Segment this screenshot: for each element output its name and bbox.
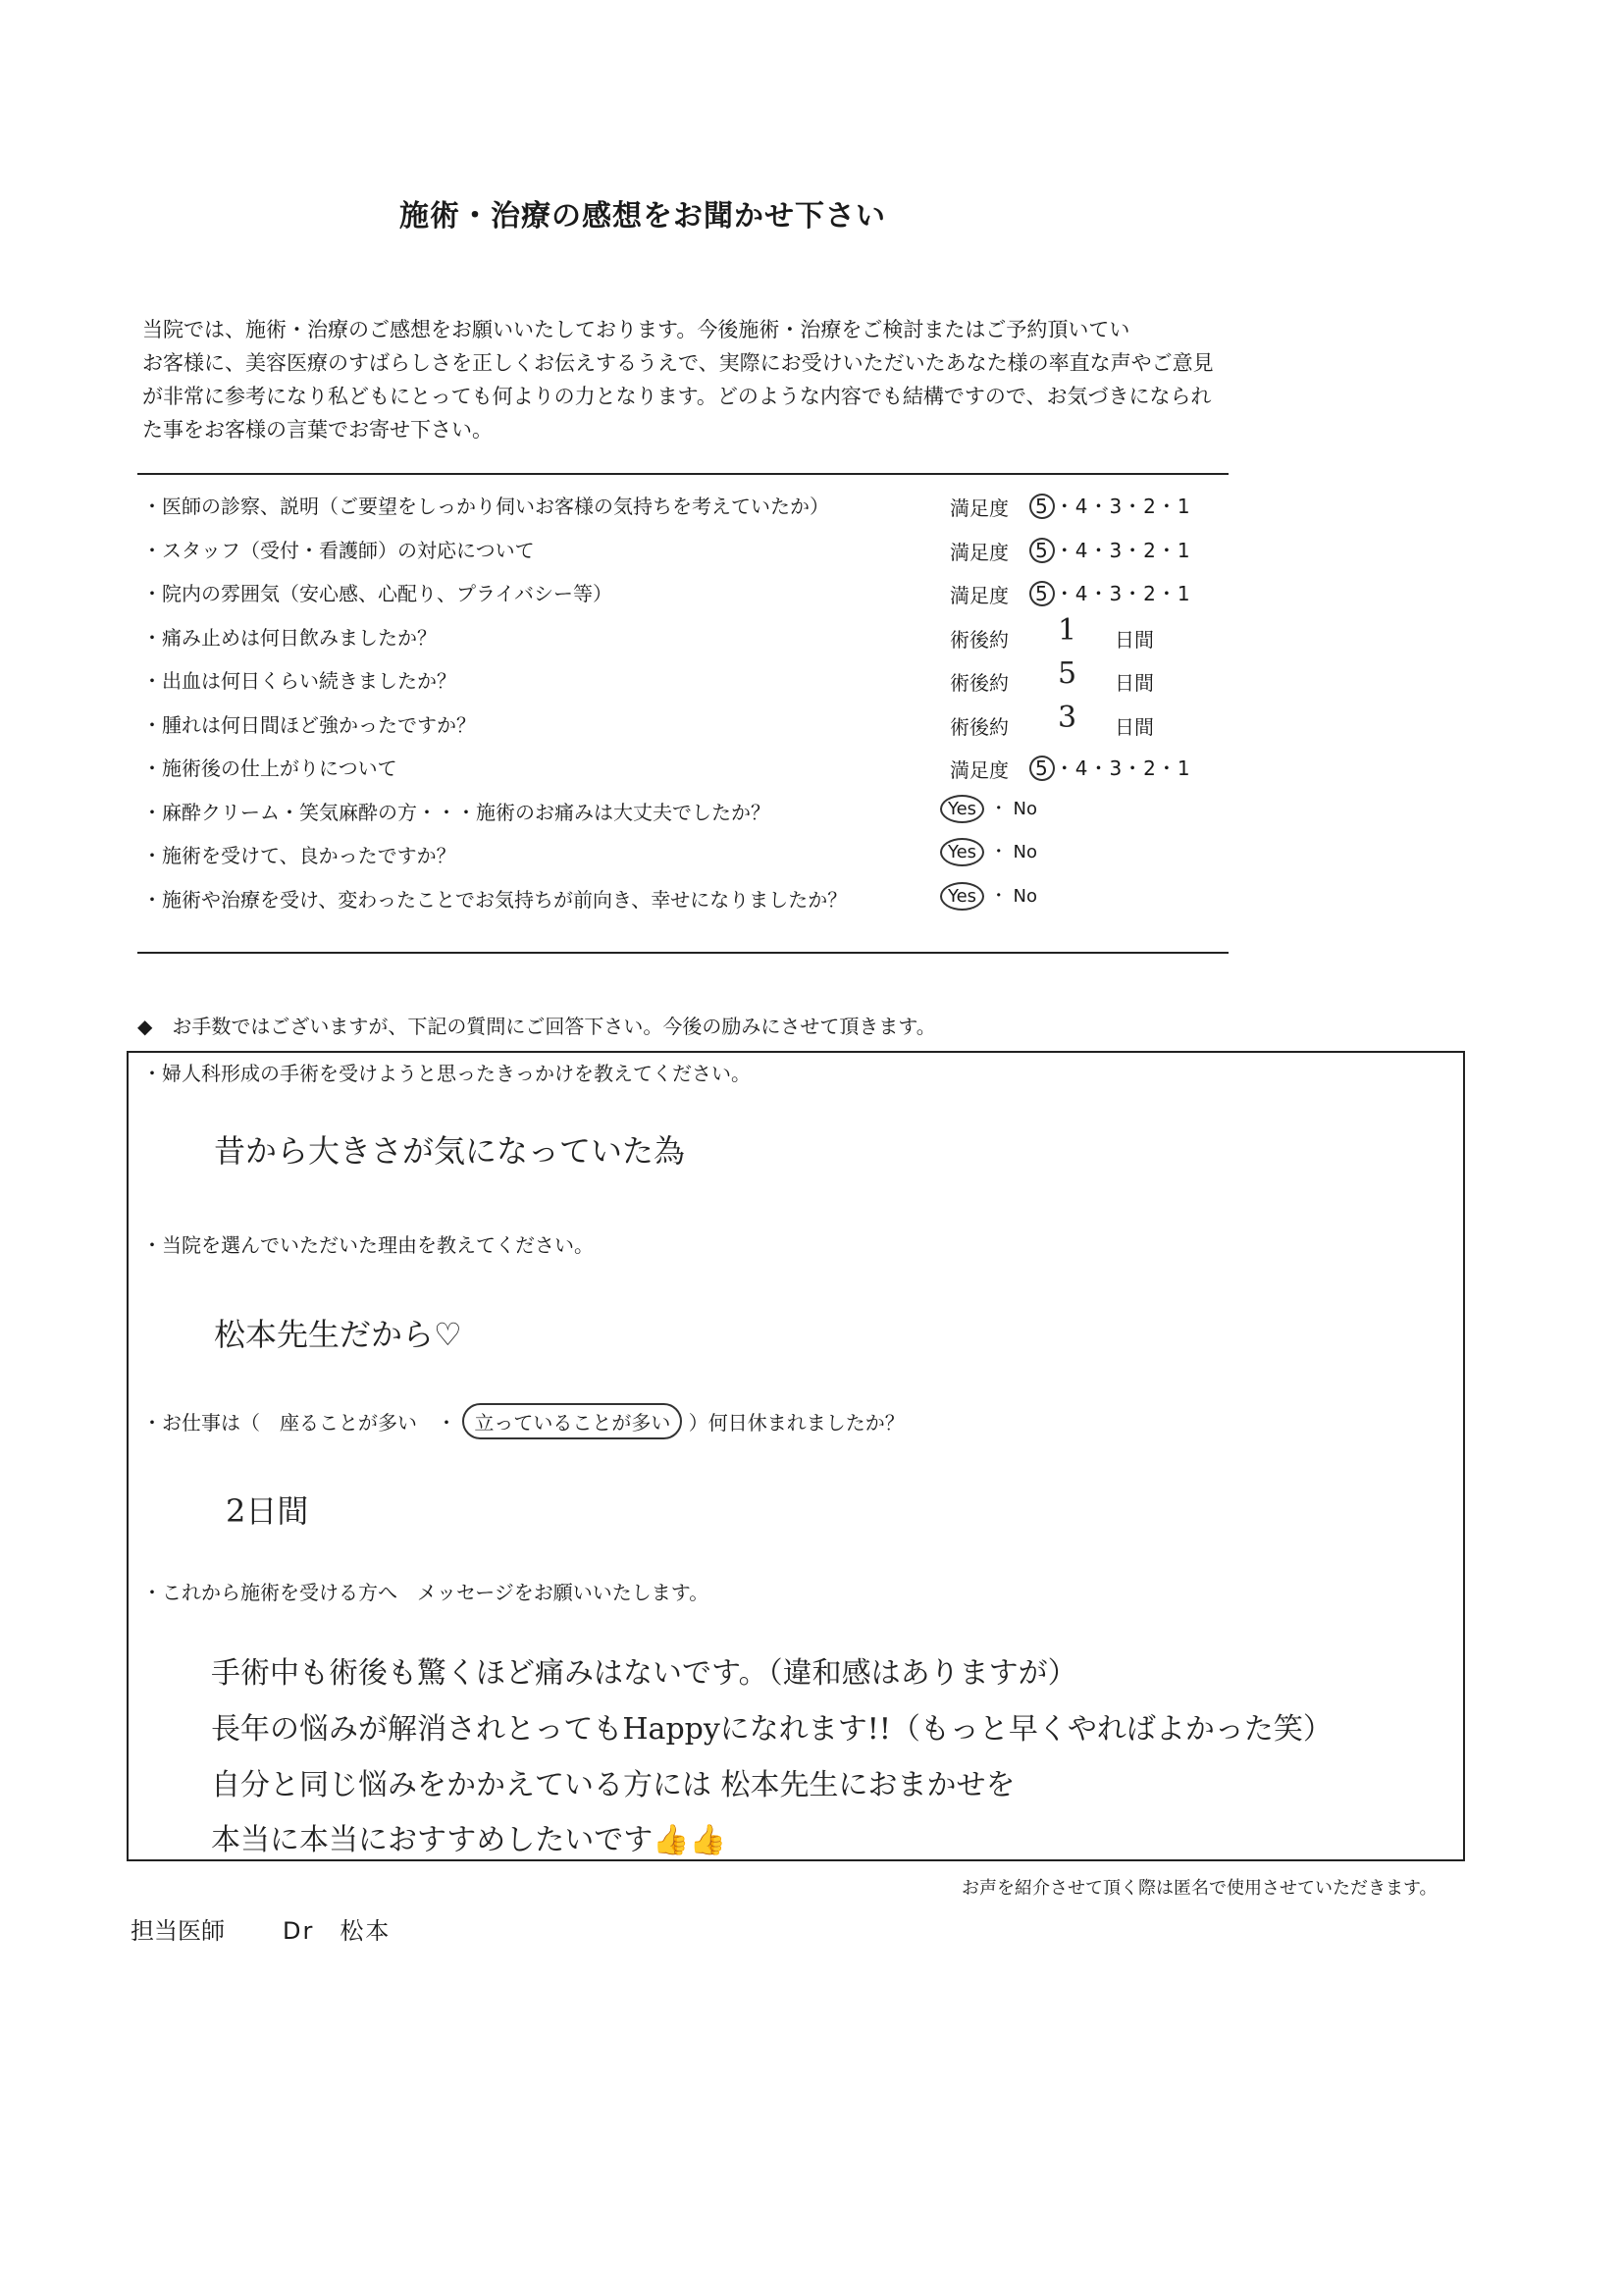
question-bleeding-days: ・出血は何日くらい続きましたか？ — [142, 669, 456, 693]
yes-no-answer — [940, 838, 1037, 866]
rating-rest: ・4・3・2・1 — [1054, 757, 1191, 780]
divider — [137, 952, 1229, 954]
rating-scale — [1029, 578, 1191, 606]
question-positive-change: ・施術や治療を受け、変わったことでお気持ちが前向き、幸せになりましたか？ — [142, 888, 848, 912]
answer-days-off: 2日間 — [226, 1492, 309, 1530]
circled-yes: Yes — [940, 795, 984, 823]
no-option: ・ No — [989, 842, 1037, 862]
question-staff: ・スタッフ（受付・看護師）の対応について — [142, 539, 535, 562]
doctor-label: 担当医師 — [131, 1917, 225, 1945]
circled-rating: 5 — [1029, 581, 1055, 606]
intro-line: 当院では、施術・治療のご感想をお願いいたしております。今後施術・治療をご検討またはご予約頂いてい — [142, 318, 1130, 341]
yes-no-answer — [940, 795, 1037, 823]
circled-rating: 5 — [1029, 538, 1055, 563]
satisfaction-label: 満足度 — [950, 496, 1009, 520]
intro-line: お客様に、美容医療のすばらしさを正しくお伝えするうえで、実際にお受けいただいたあなた様の率直な声やご意見 — [142, 351, 1214, 375]
question-painkiller-days: ・痛み止めは何日飲みましたか？ — [142, 626, 437, 650]
circled-rating: 5 — [1029, 756, 1055, 781]
answer-message-line: 手術中も術後も驚くほど痛みはないです。（違和感はありますが） — [211, 1656, 1077, 1691]
doctor-name: Dr 松本 — [283, 1917, 392, 1945]
days-label: 日間 — [1115, 628, 1154, 652]
answer-clinic-reason: 松本先生だから♡ — [214, 1316, 462, 1353]
after-label: 術後約 — [950, 715, 1009, 739]
rating-rest: ・4・3・2・1 — [1054, 582, 1191, 605]
question-swelling-days: ・腫れは何日間ほど強かったですか？ — [142, 713, 476, 737]
circled-yes: Yes — [940, 882, 984, 911]
divider — [137, 473, 1229, 475]
after-label: 術後約 — [950, 671, 1009, 695]
question-work — [142, 1403, 905, 1439]
yes-no-answer — [940, 882, 1037, 911]
answer-motivation: 昔から大きさが気になっていた為 — [214, 1132, 686, 1170]
question-clinic-reason: ・当院を選んでいただいた理由を教えてください。 — [142, 1233, 594, 1257]
question-finish: ・施術後の仕上がりについて — [142, 757, 397, 780]
answer-message-line: 自分と同じ悩みをかかえている方には 松本先生におまかせを — [211, 1768, 1016, 1802]
after-label: 術後約 — [950, 628, 1009, 652]
answer-message-line: 本当に本当におすすめしたいです👍👍 — [211, 1823, 727, 1857]
handwritten-days: 5 — [1058, 656, 1077, 691]
circled-work-option: 立っていることが多い — [462, 1403, 682, 1439]
rating-scale — [1029, 491, 1191, 519]
no-option: ・ No — [989, 886, 1037, 907]
satisfaction-label: 満足度 — [950, 584, 1009, 607]
rating-scale — [1029, 535, 1191, 563]
handwritten-days: 3 — [1058, 701, 1077, 735]
work-question-post: ）何日休まれましたか？ — [688, 1411, 905, 1435]
notice-text: ◆ お手数ではございますが、下記の質問にご回答下さい。今後の励みにさせて頂きます。 — [137, 1015, 936, 1038]
days-label: 日間 — [1115, 715, 1154, 739]
page-title: 施術・治療の感想をお聞かせ下さい — [399, 199, 886, 234]
answer-message-line: 長年の悩みが解消されとってもHappyになれます!!（もっと早くやればよかった笑） — [211, 1712, 1333, 1747]
question-motivation: ・婦人科形成の手術を受けようと思ったきっかけを教えてください。 — [142, 1062, 751, 1085]
work-question-pre: ・お仕事は（ 座ることが多い ・ — [142, 1411, 456, 1435]
days-label: 日間 — [1115, 671, 1154, 695]
circled-rating: 5 — [1029, 494, 1055, 519]
question-atmosphere: ・院内の雰囲気（安心感、心配り、プライバシー等） — [142, 582, 612, 605]
intro-line: た事をお客様の言葉でお寄せ下さい。 — [142, 418, 493, 442]
rating-rest: ・4・3・2・1 — [1054, 495, 1191, 518]
anonymity-note: お声を紹介させて頂く際は匿名で使用させていただきます。 — [962, 1878, 1438, 1899]
question-satisfied: ・施術を受けて、良かったですか？ — [142, 844, 456, 867]
rating-rest: ・4・3・2・1 — [1054, 539, 1191, 562]
rating-scale — [1029, 753, 1191, 781]
satisfaction-label: 満足度 — [950, 758, 1009, 782]
no-option: ・ No — [989, 799, 1037, 819]
handwritten-days: 1 — [1058, 613, 1077, 648]
question-anesthesia: ・麻酔クリーム・笑気麻酔の方・・・施術のお痛みは大丈夫でしたか？ — [142, 801, 770, 824]
question-message: ・これから施術を受ける方へ メッセージをお願いいたします。 — [142, 1581, 709, 1604]
question-doctor-explanation: ・医師の診察、説明（ご要望をしっかり伺いお客様の気持ちを考えていたか） — [142, 495, 829, 518]
circled-yes: Yes — [940, 838, 984, 866]
intro-line: が非常に参考になり私どもにとっても何よりの力となります。どのような内容でも結構ですので、お気づきになられ — [142, 385, 1212, 408]
satisfaction-label: 満足度 — [950, 541, 1009, 564]
